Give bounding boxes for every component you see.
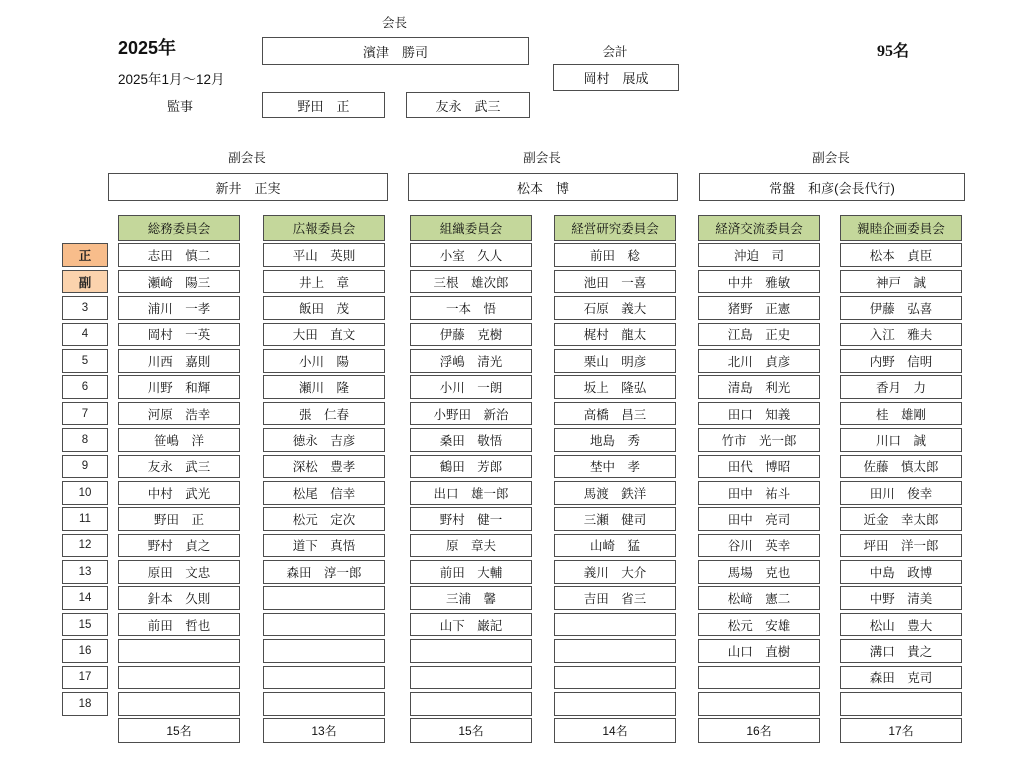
member-cell: 川野 和輝 <box>118 375 240 399</box>
member-cell: 鶴田 芳郎 <box>410 455 532 479</box>
committee-header: 経済交流委員会 <box>698 215 820 241</box>
member-cell: 谷川 英幸 <box>698 534 820 558</box>
vice-chairman-title-3: 副会長 <box>812 151 850 165</box>
member-cell: 志田 慎二 <box>118 243 240 267</box>
member-cell: 平山 英則 <box>263 243 385 267</box>
member-count: 13名 <box>263 718 385 743</box>
member-cell: 小川 陽 <box>263 349 385 373</box>
member-cell-empty <box>554 692 676 716</box>
member-cell: 内野 信明 <box>840 349 962 373</box>
row-number-label: 17 <box>62 666 108 690</box>
member-cell: 坂上 隆弘 <box>554 375 676 399</box>
member-cell: 野村 貞之 <box>118 534 240 558</box>
member-cell: 瀬川 隆 <box>263 375 385 399</box>
row-number-label: 8 <box>62 428 108 452</box>
member-cell: 中井 雅敏 <box>698 270 820 294</box>
member-cell: 小室 久人 <box>410 243 532 267</box>
member-cell-empty <box>263 692 385 716</box>
member-cell: 出口 雄一郎 <box>410 481 532 505</box>
member-cell: 笹嶋 洋 <box>118 428 240 452</box>
member-cell: 沖迫 司 <box>698 243 820 267</box>
member-cell: 池田 一喜 <box>554 270 676 294</box>
row-number-label: 7 <box>62 402 108 426</box>
member-cell: 前田 哲也 <box>118 613 240 637</box>
member-cell: 道下 真悟 <box>263 534 385 558</box>
member-cell: 川口 誠 <box>840 428 962 452</box>
member-cell: 松山 豊大 <box>840 613 962 637</box>
member-cell: 深松 豊孝 <box>263 455 385 479</box>
member-cell: 地島 秀 <box>554 428 676 452</box>
member-cell: 入江 雅夫 <box>840 323 962 347</box>
member-cell: 徳永 吉彦 <box>263 428 385 452</box>
row-number-label: 16 <box>62 639 108 663</box>
member-cell: 田代 博昭 <box>698 455 820 479</box>
member-cell: 義川 大介 <box>554 560 676 584</box>
member-cell-empty <box>410 666 532 690</box>
row-number-label: 11 <box>62 507 108 531</box>
member-cell: 野村 健一 <box>410 507 532 531</box>
auditor-box-2: 友永 武三 <box>406 92 530 118</box>
member-cell: 原田 文忠 <box>118 560 240 584</box>
member-cell: 田中 亮司 <box>698 507 820 531</box>
member-count: 16名 <box>698 718 820 743</box>
vice-chairman-box-1: 新井 正実 <box>108 173 388 201</box>
accountant-title: 会計 <box>602 45 628 59</box>
row-number-label: 18 <box>62 692 108 716</box>
member-cell: 溝口 貴之 <box>840 639 962 663</box>
member-cell: 瀬崎 陽三 <box>118 270 240 294</box>
row-number-label: 10 <box>62 481 108 505</box>
member-cell: 森田 淳一郎 <box>263 560 385 584</box>
member-cell: 浮嶋 清光 <box>410 349 532 373</box>
committee-column-3 <box>410 215 532 746</box>
committee-column-1 <box>118 215 240 746</box>
row-number-label: 15 <box>62 613 108 637</box>
committee-header: 組織委員会 <box>410 215 532 241</box>
member-cell: 一本 悟 <box>410 296 532 320</box>
member-cell: 香月 力 <box>840 375 962 399</box>
member-cell: 三根 雄次郎 <box>410 270 532 294</box>
row-number-label: 14 <box>62 586 108 610</box>
member-cell: 前田 稔 <box>554 243 676 267</box>
member-cell: 江島 正史 <box>698 323 820 347</box>
member-cell: 前田 大輔 <box>410 560 532 584</box>
member-cell: 川西 嘉則 <box>118 349 240 373</box>
member-cell: 伊藤 克樹 <box>410 323 532 347</box>
member-count: 17名 <box>840 718 962 743</box>
member-cell-empty <box>554 639 676 663</box>
row-number-label: 12 <box>62 534 108 558</box>
member-cell: 三浦 馨 <box>410 586 532 610</box>
member-cell: 野田 正 <box>118 507 240 531</box>
member-cell: 高橋 昌三 <box>554 402 676 426</box>
member-cell: 松﨑 憲二 <box>698 586 820 610</box>
member-cell: 友永 武三 <box>118 455 240 479</box>
member-cell-empty <box>263 586 385 610</box>
rank-label-fuku: 副 <box>62 270 108 294</box>
member-cell: 田中 祐斗 <box>698 481 820 505</box>
member-cell: 飯田 茂 <box>263 296 385 320</box>
member-cell: 河原 浩幸 <box>118 402 240 426</box>
member-cell: 浦川 一孝 <box>118 296 240 320</box>
member-cell-empty <box>263 639 385 663</box>
member-cell: 山崎 猛 <box>554 534 676 558</box>
member-cell: 中島 政博 <box>840 560 962 584</box>
vice-chairman-box-2: 松本 博 <box>408 173 678 201</box>
member-cell: 北川 貞彦 <box>698 349 820 373</box>
member-cell: 岡村 一英 <box>118 323 240 347</box>
auditor-title: 監事 <box>166 99 193 114</box>
row-number-label: 6 <box>62 375 108 399</box>
member-cell: 吉田 省三 <box>554 586 676 610</box>
member-cell: 坪田 洋一郎 <box>840 534 962 558</box>
member-cell: 針本 久則 <box>118 586 240 610</box>
member-cell: 桑田 敬悟 <box>410 428 532 452</box>
member-cell-empty <box>263 613 385 637</box>
member-cell: 近金 幸太郎 <box>840 507 962 531</box>
row-number-label: 3 <box>62 296 108 320</box>
member-count: 15名 <box>410 718 532 743</box>
member-cell: 中村 武光 <box>118 481 240 505</box>
member-cell: 松本 貞臣 <box>840 243 962 267</box>
member-cell-empty <box>263 666 385 690</box>
row-number-label: 4 <box>62 323 108 347</box>
member-cell-empty <box>698 692 820 716</box>
member-cell-empty <box>840 692 962 716</box>
committee-header: 経営研究委員会 <box>554 215 676 241</box>
chairman-title: 会長 <box>381 16 407 30</box>
committee-header: 広報委員会 <box>263 215 385 241</box>
member-cell: 大田 直文 <box>263 323 385 347</box>
row-label-column <box>62 243 108 718</box>
member-cell-empty <box>118 666 240 690</box>
member-count: 14名 <box>554 718 676 743</box>
member-cell: 原 章夫 <box>410 534 532 558</box>
member-cell: 松元 安雄 <box>698 613 820 637</box>
member-cell: 埜中 孝 <box>554 455 676 479</box>
member-cell-empty <box>118 639 240 663</box>
member-cell: 松元 定次 <box>263 507 385 531</box>
member-cell: 竹市 光一郎 <box>698 428 820 452</box>
member-cell-empty <box>118 692 240 716</box>
committee-column-5 <box>698 215 820 746</box>
row-number-label: 9 <box>62 455 108 479</box>
member-cell: 猪野 正憲 <box>698 296 820 320</box>
member-cell-empty <box>554 613 676 637</box>
member-cell: 小川 一朗 <box>410 375 532 399</box>
member-cell: 石原 義大 <box>554 296 676 320</box>
auditor-box-1: 野田 正 <box>262 92 385 118</box>
year-label: 2025年 <box>118 38 177 58</box>
member-cell: 馬渡 鉄洋 <box>554 481 676 505</box>
vice-chairman-box-3: 常盤 和彦(会長代行) <box>699 173 965 201</box>
committee-column-2 <box>263 215 385 746</box>
rank-label-sei: 正 <box>62 243 108 267</box>
row-number-label: 5 <box>62 349 108 373</box>
member-count: 15名 <box>118 718 240 743</box>
member-cell: 田川 俊幸 <box>840 481 962 505</box>
member-cell: 神戸 誠 <box>840 270 962 294</box>
member-cell: 佐藤 慎太郎 <box>840 455 962 479</box>
committee-header: 親睦企画委員会 <box>840 215 962 241</box>
member-cell: 桂 雄剛 <box>840 402 962 426</box>
period-label: 2025年1月～12月 <box>118 72 225 87</box>
member-cell: 松尾 信幸 <box>263 481 385 505</box>
member-cell: 山口 直樹 <box>698 639 820 663</box>
row-number-label: 13 <box>62 560 108 584</box>
chairman-box: 濱津 勝司 <box>262 37 529 65</box>
accountant-box: 岡村 展成 <box>553 64 679 91</box>
vice-chairman-title-2: 副会長 <box>523 151 561 165</box>
member-cell: 山下 巌記 <box>410 613 532 637</box>
member-cell: 小野田 新治 <box>410 402 532 426</box>
member-cell-empty <box>410 639 532 663</box>
member-cell: 三瀬 健司 <box>554 507 676 531</box>
member-cell: 伊藤 弘喜 <box>840 296 962 320</box>
member-cell-empty <box>410 692 532 716</box>
member-cell: 田口 知義 <box>698 402 820 426</box>
member-cell: 栗山 明彦 <box>554 349 676 373</box>
committee-column-6 <box>840 215 962 746</box>
committee-header: 総務委員会 <box>118 215 240 241</box>
member-cell: 森田 克司 <box>840 666 962 690</box>
member-cell: 清島 利光 <box>698 375 820 399</box>
total-members: 95名 <box>877 43 910 60</box>
vice-chairman-title-1: 副会長 <box>228 151 266 165</box>
member-cell-empty <box>554 666 676 690</box>
member-cell: 井上 章 <box>263 270 385 294</box>
member-cell: 馬場 克也 <box>698 560 820 584</box>
committee-column-4 <box>554 215 676 746</box>
member-cell-empty <box>698 666 820 690</box>
member-cell: 中野 清美 <box>840 586 962 610</box>
member-cell: 梶村 龍太 <box>554 323 676 347</box>
member-cell: 張 仁春 <box>263 402 385 426</box>
